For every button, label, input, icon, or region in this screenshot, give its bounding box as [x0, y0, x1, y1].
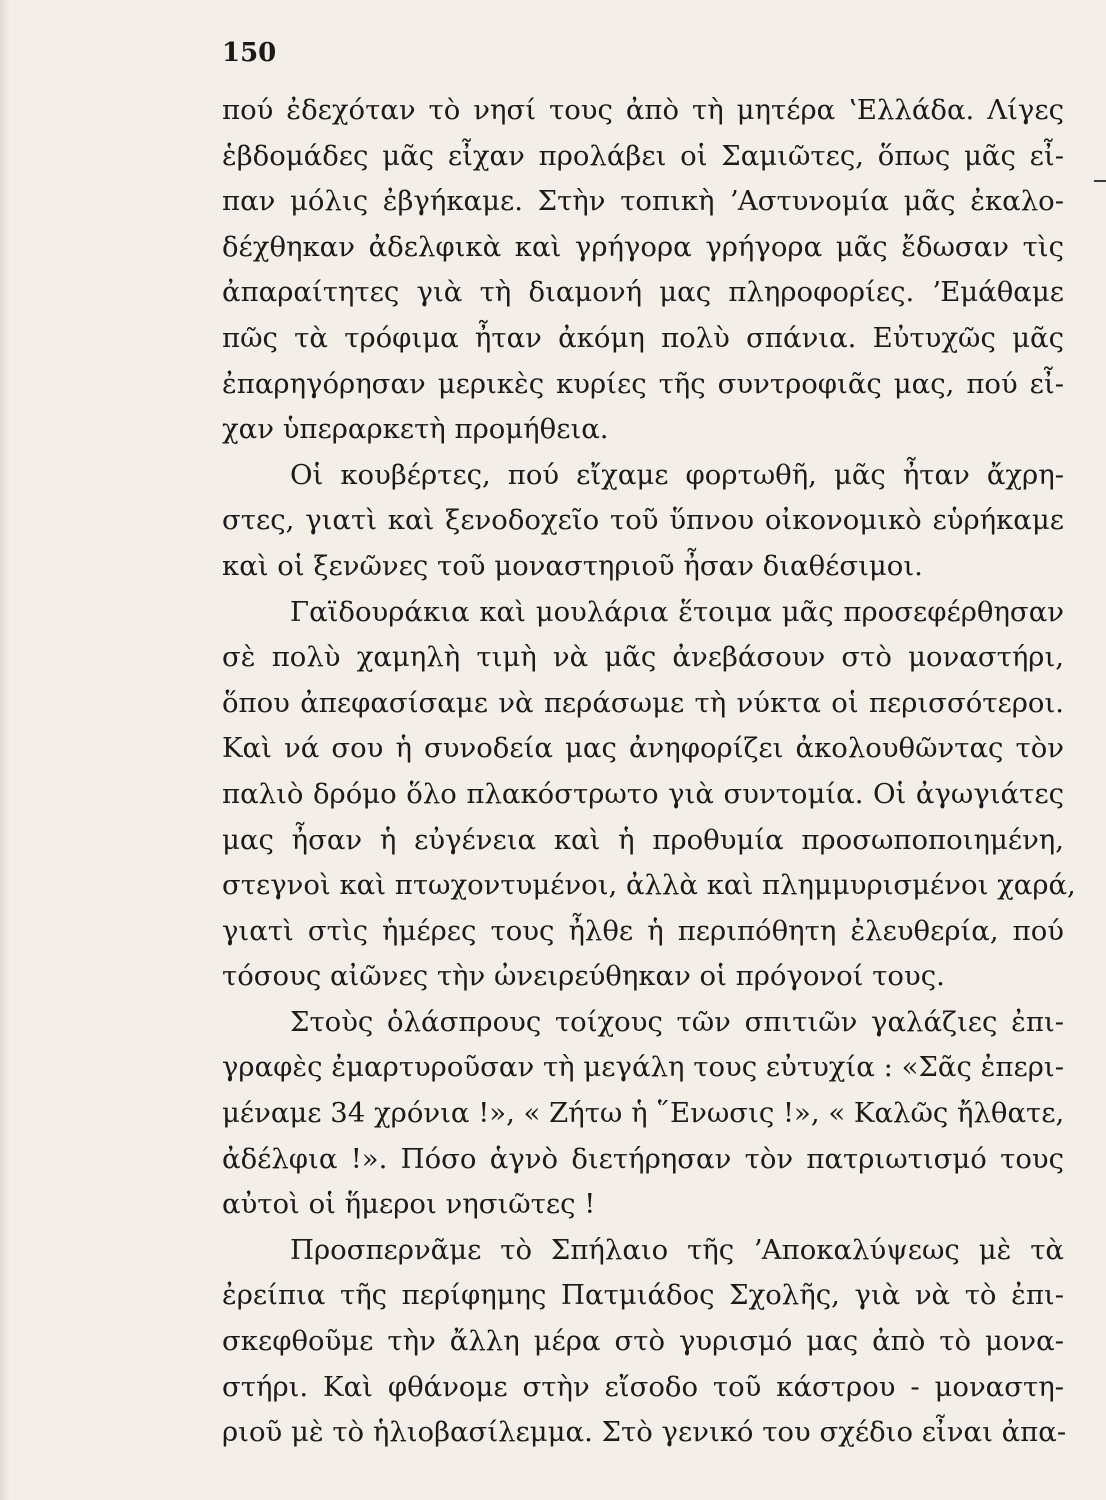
page-number: 150 [222, 38, 277, 68]
text-line: στες, γιατὶ καὶ ξενοδοχεῖο τοῦ ὕπνου οἰκονομικὸ εὑρήκαμε [222, 504, 1064, 537]
text-line: ἀπαραίτητες γιὰ τὴ διαμονή μας πληροφορίες. ʼΕμάθαμε [222, 276, 1064, 309]
text-line: ἑβδομάδες μᾶς εἶχαν προλάβει οἱ Σαμιῶτες, ὅπως μᾶς εἶ- [222, 139, 1064, 172]
text-line: μας ἦσαν ἡ εὐγένεια καὶ ἡ προθυμία προσωποποιημένη, [222, 823, 1064, 856]
text-line: γραφὲς ἐμαρτυροῦσαν τὴ μεγάλη τους εὐτυχία : «Σᾶς ἐπερι- [222, 1051, 1064, 1084]
paragraph-start-line: Προσπερνᾶμε τὸ Σπήλαιο τῆς ʼΑποκαλύψεως μὲ τὰ [290, 1233, 1064, 1266]
text-line: ὅπου ἀπεφασίσαμε νὰ περάσωμε τὴ νύκτα οἱ περισσότεροι. [222, 686, 1064, 719]
text-line: στεγνοὶ καὶ πτωχοντυμένοι, ἀλλὰ καὶ πλημμυρισμένοι χαρά, [222, 869, 1076, 902]
text-line: ριοῦ μὲ τὸ ἡλιοβασίλεμμα. Στὸ γενικό του σχέδιο εἶναι ἀπα- [222, 1416, 1067, 1449]
paragraph-start-line: Γαϊδουράκια καὶ μουλάρια ἕτοιμα μᾶς προσεφέρθησαν [290, 595, 1064, 628]
paragraph-start-line: Οἱ κουβέρτες, πού εἴχαμε φορτωθῆ, μᾶς ἦταν ἄχρη- [290, 458, 1064, 491]
margin-mark [1094, 180, 1106, 182]
text-line: μέναμε 34 χρόνια !», « Ζήτω ἡ ῞Ενωσις !», « Καλῶς ἤλθατε, [222, 1097, 1065, 1130]
text-line: καὶ οἱ ξενῶνες τοῦ μοναστηριοῦ ἦσαν διαθέσιμοι. [222, 549, 923, 582]
text-line: Καὶ νά σου ἡ συνοδεία μας ἀνηφορίζει ἀκολουθῶντας τὸν [222, 732, 1064, 765]
text-line: στήρι. Καὶ φθάνομε στὴν εἴσοδο τοῦ κάστρου - μοναστη- [222, 1370, 1064, 1403]
paragraph-start-line: Στοὺς ὁλάσπρους τοίχους τῶν σπιτιῶν γαλάζιες ἐπι- [290, 1005, 1064, 1038]
text-line: τόσους αἰῶνες τὴν ὠνειρεύθηκαν οἱ πρόγονοί τους. [222, 960, 945, 993]
text-line: ἐρείπια τῆς περίφημης Πατμιάδος Σχολῆς, γιὰ νὰ τὸ ἐπι- [222, 1279, 1064, 1312]
page-edge-shadow [0, 0, 10, 1500]
text-line: παν μόλις ἐβγήκαμε. Στὴν τοπικὴ ʼΑστυνομία μᾶς ἐκαλο- [222, 185, 1064, 218]
body-text [222, 88, 1076, 1456]
text-line: σκεφθοῦμε τὴν ἄλλη μέρα στὸ γυρισμό μας ἀπὸ τὸ μονα- [222, 1325, 1064, 1358]
text-line: πού ἐδεχόταν τὸ νησί τους ἀπὸ τὴ μητέρα ʽΕλλάδα. Λίγες [222, 94, 1064, 126]
text-line: σὲ πολὺ χαμηλὴ τιμὴ νὰ μᾶς ἀνεβάσουν στὸ μοναστήρι, [222, 641, 1064, 674]
text-line: παλιὸ δρόμο ὅλο πλακόστρωτο γιὰ συντομία. Οἱ ἀγωγιάτες [222, 777, 1064, 810]
text-line: ἐπαρηγόρησαν μερικὲς κυρίες τῆς συντροφιᾶς μας, πού εἶ- [222, 367, 1064, 400]
text-line: δέχθηκαν ἀδελφικὰ καὶ γρήγορα γρήγορα μᾶς ἔδωσαν τὶς [222, 230, 1064, 263]
text-line: γιατὶ στὶς ἡμέρες τους ἦλθε ἡ περιπόθητη ἐλευθερία, πού [222, 914, 1064, 947]
text-line: αὐτοὶ οἱ ἥμεροι νησιῶτες ! [222, 1188, 596, 1221]
text-line: πῶς τὰ τρόφιμα ἦταν ἀκόμη πολὺ σπάνια. Εὐτυχῶς μᾶς [222, 321, 1064, 354]
text-line: χαν ὑπεραρκετὴ προμήθεια. [222, 413, 609, 446]
text-line: ἀδέλφια !». Πόσο ἁγνὸ διετήρησαν τὸν πατριωτισμό τους [222, 1142, 1064, 1175]
